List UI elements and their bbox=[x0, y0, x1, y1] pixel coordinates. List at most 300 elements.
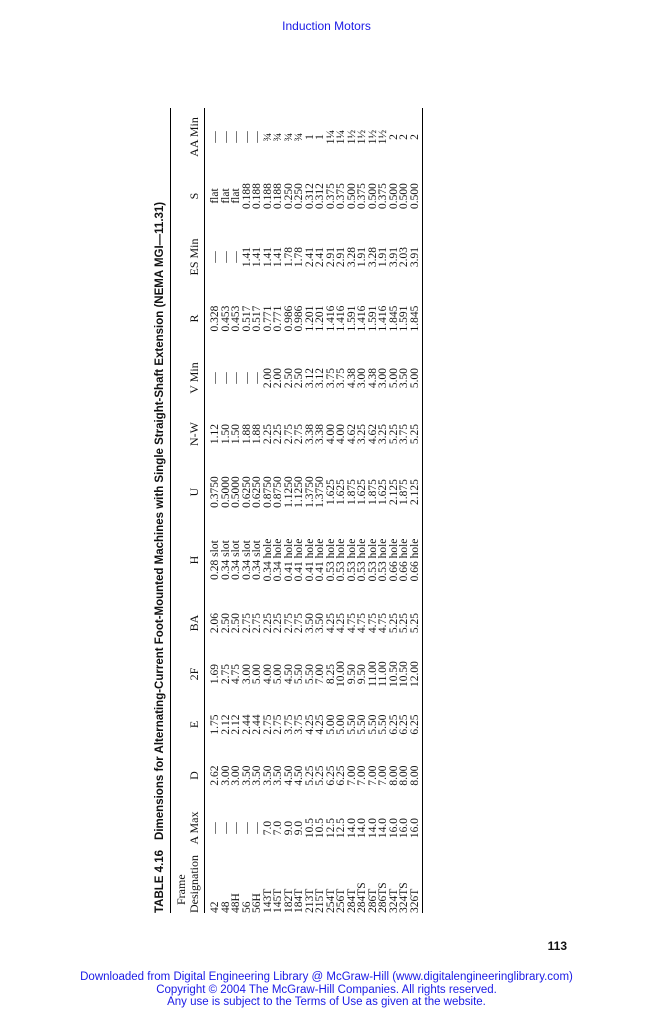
table-cell: 3.00 bbox=[356, 367, 368, 389]
table-cell: 1.625 bbox=[335, 479, 347, 505]
table-cell: 7.00 bbox=[356, 765, 368, 786]
table-cell: 0.312 bbox=[314, 183, 326, 209]
table-cell: flat bbox=[209, 188, 221, 204]
table-cell: 2.75 bbox=[219, 663, 232, 685]
table-cell: 0.41 hole bbox=[282, 538, 295, 582]
table-cell: 1.88 bbox=[251, 423, 263, 445]
table-cell: 1.91 bbox=[377, 246, 389, 268]
table-cell: 1.416 bbox=[324, 305, 337, 332]
col-header-frame: Frame Designation bbox=[174, 855, 201, 913]
table-cell: 0.66 hole bbox=[398, 538, 410, 582]
table-cell: — bbox=[209, 822, 221, 834]
table-cell: 0.312 bbox=[303, 183, 316, 209]
table-row bbox=[410, 108, 423, 913]
table-cell: 1.201 bbox=[303, 305, 316, 332]
table-cell: 2.25 bbox=[272, 612, 284, 634]
table-cell: 2.06 bbox=[209, 612, 221, 634]
table-cell: 1.78 bbox=[282, 246, 295, 268]
table-cell: 215T bbox=[314, 888, 326, 913]
table-cell: 4.75 bbox=[356, 612, 368, 634]
table-cell: 2.12 bbox=[219, 714, 232, 735]
table-cell: 0.453 bbox=[219, 305, 232, 332]
table-cell: 2.00 bbox=[272, 367, 284, 389]
table-cell: 1.41 bbox=[261, 246, 274, 268]
table-cell: 5.25 bbox=[408, 612, 421, 634]
table-cell: 0.8750 bbox=[261, 476, 274, 508]
table-cell: 284TS bbox=[356, 882, 368, 913]
table-cell: 3.50 bbox=[314, 612, 326, 634]
table-cell: 284T bbox=[345, 888, 358, 913]
col-header-2f: 2F bbox=[187, 667, 201, 681]
table-cell: 1.875 bbox=[398, 479, 410, 505]
table-cell: 0.375 bbox=[377, 183, 389, 209]
table-cell: 12.00 bbox=[408, 661, 421, 687]
table-cell: 3.50 bbox=[398, 367, 410, 389]
table-cell: 0.188 bbox=[272, 183, 284, 209]
table-cell: ¾ bbox=[282, 132, 295, 142]
table-cell: 0.517 bbox=[251, 305, 263, 332]
table-cell: 0.375 bbox=[324, 183, 337, 209]
table-cell: 3.38 bbox=[314, 423, 326, 445]
table-cell: 1 bbox=[314, 134, 326, 140]
table-cell: 1.845 bbox=[408, 305, 421, 332]
table-cell: 7.0 bbox=[272, 820, 284, 836]
table-cell: 3.50 bbox=[240, 765, 253, 786]
table-cell: 1.50 bbox=[230, 423, 242, 445]
table-cell: 0.3750 bbox=[209, 476, 221, 508]
table-cell: — bbox=[209, 251, 221, 263]
table-row bbox=[347, 108, 358, 913]
table-cell: 2.75 bbox=[282, 423, 295, 445]
footer-line-copyright: Copyright © 2004 The McGraw-Hill Companies. All rights reserved. bbox=[156, 983, 497, 996]
table-cell: — bbox=[209, 372, 221, 384]
footer-line-terms: Any use is subject to the Terms of Use as given at the website. bbox=[167, 996, 486, 1008]
table-cell: 3.75 bbox=[398, 423, 410, 445]
table-cell: 1.625 bbox=[324, 479, 337, 505]
table-cell: 6.25 bbox=[335, 765, 347, 786]
table-cell: 0.6250 bbox=[240, 476, 253, 508]
table-cell: 14.0 bbox=[366, 817, 379, 839]
table-caption bbox=[150, 108, 170, 913]
table-cell: 324T bbox=[387, 888, 400, 913]
table-cell: ¾ bbox=[293, 132, 305, 142]
table-cell: 4.75 bbox=[230, 663, 242, 685]
table-cell: 2.41 bbox=[303, 246, 316, 268]
table-cell: 0.53 hole bbox=[324, 538, 337, 582]
table-cell: 1.41 bbox=[251, 246, 263, 268]
table-header-row bbox=[171, 108, 205, 913]
table-cell: 56H bbox=[251, 893, 263, 913]
table-cell: 0.34 slot bbox=[240, 540, 253, 580]
table-row bbox=[231, 108, 242, 913]
table-cell: 1.416 bbox=[356, 305, 368, 332]
table-cell: 2 bbox=[398, 134, 410, 140]
table-cell: 7.00 bbox=[366, 765, 379, 786]
table-cell: 3.00 bbox=[230, 765, 242, 786]
table-cell: 42 bbox=[209, 901, 221, 913]
table-cell: 1.41 bbox=[240, 246, 253, 268]
table-cell: 0.375 bbox=[356, 183, 368, 209]
table-cell: 0.517 bbox=[240, 305, 253, 332]
table-cell: 16.0 bbox=[408, 817, 421, 839]
table-cell: 10.00 bbox=[335, 661, 347, 687]
table-cell: 0.34 slot bbox=[251, 540, 263, 580]
table-cell: 5.25 bbox=[387, 423, 400, 445]
table-cell: 4.00 bbox=[261, 663, 274, 685]
table-cell: 5.50 bbox=[356, 714, 368, 735]
table-cell: 1.3750 bbox=[314, 476, 326, 508]
table-cell: 3.50 bbox=[272, 765, 284, 786]
table-cell: 0.53 hole bbox=[345, 538, 358, 582]
col-header-n-w: N-W bbox=[187, 422, 201, 446]
table-cell: 0.66 hole bbox=[408, 538, 421, 582]
table-cell: 3.25 bbox=[356, 423, 368, 445]
table-cell: 4.25 bbox=[335, 612, 347, 634]
table-cell: 11.00 bbox=[366, 661, 379, 687]
table-cell: 5.25 bbox=[314, 765, 326, 786]
col-header-e: E bbox=[187, 720, 201, 729]
table-cell: 1.75 bbox=[209, 714, 221, 735]
table-cell: 3.12 bbox=[314, 367, 326, 389]
table-cell: 0.53 hole bbox=[366, 538, 379, 582]
table-cell: 5.00 bbox=[408, 367, 421, 389]
table-cell: 286TS bbox=[377, 882, 389, 913]
table-row bbox=[205, 108, 221, 913]
col-header-u: U bbox=[187, 487, 201, 497]
table-cell: — bbox=[219, 251, 232, 263]
table-cell: 1.69 bbox=[209, 663, 221, 685]
rotated-table-container bbox=[150, 108, 544, 913]
table-cell: 0.500 bbox=[398, 183, 410, 209]
col-header-a-max: A Max bbox=[187, 811, 201, 845]
table-cell: 184T bbox=[293, 888, 305, 913]
table-cell: 2.75 bbox=[261, 714, 274, 735]
table-cell: 1.12 bbox=[209, 423, 221, 445]
table-cell: 1.875 bbox=[366, 479, 379, 505]
table-cell: 1.416 bbox=[335, 305, 347, 332]
table-cell: 4.75 bbox=[377, 612, 389, 634]
table-cell: 4.38 bbox=[366, 367, 379, 389]
table-cell: 1.88 bbox=[240, 423, 253, 445]
table-cell: 5.50 bbox=[303, 663, 316, 685]
table-cell: 1.1250 bbox=[282, 476, 295, 508]
table-cell: 2.75 bbox=[272, 714, 284, 735]
table-cell: 2.41 bbox=[314, 246, 326, 268]
table-cell: 0.188 bbox=[251, 183, 263, 209]
table-cell: flat bbox=[230, 188, 242, 204]
table-cell: 0.500 bbox=[366, 183, 379, 209]
table-cell: 0.66 hole bbox=[387, 538, 400, 582]
table-cell: flat bbox=[219, 188, 232, 204]
table-cell: 3.50 bbox=[251, 765, 263, 786]
table-cell: 3.00 bbox=[240, 663, 253, 685]
table-cell: 48H bbox=[230, 893, 242, 913]
table-cell: 3.28 bbox=[366, 246, 379, 268]
table-cell: 1.201 bbox=[314, 305, 326, 332]
table-cell: 0.188 bbox=[261, 183, 274, 209]
table-cell: — bbox=[251, 372, 263, 384]
table-cell: 4.38 bbox=[345, 367, 358, 389]
table-cell: — bbox=[240, 131, 253, 143]
table-cell: 1½ bbox=[366, 129, 379, 145]
table-cell: 0.250 bbox=[293, 183, 305, 209]
table-cell: 3.75 bbox=[324, 367, 337, 389]
table-cell: 4.50 bbox=[282, 663, 295, 685]
table-row bbox=[336, 108, 347, 913]
table-body bbox=[205, 108, 423, 913]
table-cell: 8.25 bbox=[324, 663, 337, 685]
table-cell: 5.25 bbox=[408, 423, 421, 445]
table-cell: 8.00 bbox=[398, 765, 410, 786]
table-cell: ¾ bbox=[272, 132, 284, 142]
table-cell: 1½ bbox=[377, 129, 389, 145]
table-row bbox=[315, 108, 326, 913]
table-cell: 0.500 bbox=[408, 183, 421, 209]
table-cell: 3.50 bbox=[261, 765, 274, 786]
table-cell: 5.25 bbox=[398, 612, 410, 634]
table-cell: 1.1250 bbox=[293, 476, 305, 508]
table-cell: 9.0 bbox=[293, 820, 305, 836]
table-cell: 0.250 bbox=[282, 183, 295, 209]
table-cell: 2.62 bbox=[209, 765, 221, 786]
table-cell: 0.771 bbox=[261, 305, 274, 332]
table-number: TABLE 4.16 bbox=[154, 849, 166, 913]
table-cell: 0.375 bbox=[335, 183, 347, 209]
col-header-d: D bbox=[187, 771, 201, 780]
table-cell: 5.50 bbox=[293, 663, 305, 685]
download-footer bbox=[0, 971, 653, 1009]
table-cell: 5.50 bbox=[345, 714, 358, 735]
table-cell: 4.50 bbox=[293, 765, 305, 786]
col-header-r: R bbox=[187, 314, 201, 323]
col-header-s: S bbox=[187, 192, 201, 200]
table-cell: 3.91 bbox=[387, 246, 400, 268]
table-cell: 3.38 bbox=[303, 423, 316, 445]
table-cell: 2.00 bbox=[261, 367, 274, 389]
table-cell: 0.771 bbox=[272, 305, 284, 332]
table-cell: 0.5000 bbox=[219, 476, 232, 508]
table-cell: 0.328 bbox=[209, 305, 221, 332]
table-cell: 1.875 bbox=[345, 479, 358, 505]
running-header bbox=[0, 19, 653, 33]
table-cell: 1.591 bbox=[398, 305, 410, 332]
table-cell: — bbox=[240, 372, 253, 384]
table-cell: 1¼ bbox=[335, 129, 347, 145]
table-cell: 3.91 bbox=[408, 246, 421, 268]
table-cell: 3.00 bbox=[219, 765, 232, 786]
table-cell: 286T bbox=[366, 888, 379, 913]
table-cell: 1½ bbox=[356, 129, 368, 145]
col-header-es-min: ES Min bbox=[187, 238, 201, 276]
col-header-ba: BA bbox=[187, 614, 201, 632]
table-cell: — bbox=[219, 822, 232, 834]
table-cell: 2.50 bbox=[293, 367, 305, 389]
table-cell: 2.12 bbox=[230, 714, 242, 735]
table-cell: 2.75 bbox=[293, 423, 305, 445]
table-cell: 10.50 bbox=[387, 661, 400, 687]
table-cell: 0.41 hole bbox=[293, 538, 305, 582]
table-cell: 3.75 bbox=[282, 714, 295, 735]
table-row bbox=[284, 108, 295, 913]
table-cell: 16.0 bbox=[387, 817, 400, 839]
table-cell: 2.25 bbox=[272, 423, 284, 445]
table-cell: 14.0 bbox=[345, 817, 358, 839]
table-cell: 3.75 bbox=[335, 367, 347, 389]
table-cell: 0.453 bbox=[230, 305, 242, 332]
table-cell: 5.00 bbox=[387, 367, 400, 389]
table-row bbox=[389, 108, 400, 913]
table-cell: 182T bbox=[282, 888, 295, 913]
table-cell: 5.00 bbox=[324, 714, 337, 735]
table-cell: 3.28 bbox=[345, 246, 358, 268]
table-cell: — bbox=[219, 131, 232, 143]
table-cell: 143T bbox=[261, 888, 274, 913]
table-cell: 48 bbox=[219, 901, 232, 913]
table-cell: 1¼ bbox=[324, 129, 337, 145]
table-cell: 0.986 bbox=[282, 305, 295, 332]
table-cell: 9.50 bbox=[356, 663, 368, 685]
table-cell: 2 bbox=[408, 134, 421, 140]
table-cell: 2.50 bbox=[282, 367, 295, 389]
table-cell: 254T bbox=[324, 888, 337, 913]
table-row bbox=[399, 108, 410, 913]
table-cell: 1.591 bbox=[345, 305, 358, 332]
table-cell: 2.75 bbox=[282, 612, 295, 634]
table-cell: 5.25 bbox=[303, 765, 316, 786]
table-cell: 10.5 bbox=[314, 817, 326, 839]
table-cell: 0.8750 bbox=[272, 476, 284, 508]
table-cell: 2.25 bbox=[261, 423, 274, 445]
table-cell: 1.416 bbox=[377, 305, 389, 332]
table-cell: 4.00 bbox=[324, 423, 337, 445]
table-cell: 1.625 bbox=[356, 479, 368, 505]
table-cell: 6.25 bbox=[387, 714, 400, 735]
table-cell: 2.44 bbox=[240, 714, 253, 735]
table-row bbox=[368, 108, 379, 913]
table-cell: 3.00 bbox=[377, 367, 389, 389]
table-cell: 0.34 hole bbox=[272, 538, 284, 582]
table-title: Dimensions for Alternating-Current Foot-Mounted Machines with Single Straight-Shaft Extension (NEMA MGI—11.31) bbox=[154, 201, 166, 840]
table-cell: 9.50 bbox=[345, 663, 358, 685]
table-row bbox=[221, 108, 232, 913]
table-cell: — bbox=[240, 822, 253, 834]
table-cell: 8.00 bbox=[408, 765, 421, 786]
table-cell: 4.00 bbox=[335, 423, 347, 445]
table-row bbox=[263, 108, 274, 913]
table-cell: — bbox=[230, 822, 242, 834]
table-cell: 0.188 bbox=[240, 183, 253, 209]
table-cell: 213T bbox=[303, 888, 316, 913]
table-cell: — bbox=[209, 131, 221, 143]
table-cell: 5.00 bbox=[272, 663, 284, 685]
table-cell: — bbox=[219, 372, 232, 384]
table-cell: 145T bbox=[272, 888, 284, 913]
table-cell: 7.00 bbox=[377, 765, 389, 786]
table-cell: 0.500 bbox=[387, 183, 400, 209]
table-cell: 0.500 bbox=[345, 183, 358, 209]
table-cell: 6.25 bbox=[398, 714, 410, 735]
table-row bbox=[242, 108, 253, 913]
table-cell: 9.0 bbox=[282, 820, 295, 836]
table-cell: 6.25 bbox=[324, 765, 337, 786]
dimensions-table bbox=[171, 108, 422, 913]
table-cell: 11.00 bbox=[377, 661, 389, 687]
table-cell: 3.25 bbox=[377, 423, 389, 445]
table-cell: 7.00 bbox=[314, 663, 326, 685]
table-cell: 4.25 bbox=[324, 612, 337, 634]
table-cell: 4.25 bbox=[303, 714, 316, 735]
table-cell: 14.0 bbox=[377, 817, 389, 839]
table-cell: 0.53 hole bbox=[356, 538, 368, 582]
table-cell: 5.00 bbox=[335, 714, 347, 735]
table-cell: 0.34 hole bbox=[261, 538, 274, 582]
table-cell: 3.75 bbox=[293, 714, 305, 735]
table-cell: 1.91 bbox=[356, 246, 368, 268]
table-cell: 1.78 bbox=[293, 246, 305, 268]
table-cell: 0.53 hole bbox=[335, 538, 347, 582]
table-cell: 2.75 bbox=[240, 612, 253, 634]
table-cell: 1.41 bbox=[272, 246, 284, 268]
table-cell: 2.25 bbox=[261, 612, 274, 634]
table-row bbox=[357, 108, 368, 913]
table-cell: 3.50 bbox=[303, 612, 316, 634]
table-cell: 10.50 bbox=[398, 661, 410, 687]
table-cell: 5.50 bbox=[366, 714, 379, 735]
table-cell: — bbox=[230, 372, 242, 384]
table-cell: 4.62 bbox=[345, 423, 358, 445]
table-cell: — bbox=[251, 131, 263, 143]
table-cell: 56 bbox=[240, 901, 253, 913]
table-cell: 8.00 bbox=[387, 765, 400, 786]
table-cell: 4.62 bbox=[366, 423, 379, 445]
col-header-aa-min: AA Min bbox=[187, 117, 201, 157]
table-cell: 2 bbox=[387, 134, 400, 140]
table-cell: 5.00 bbox=[251, 663, 263, 685]
table-cell: 2.75 bbox=[293, 612, 305, 634]
table-cell: 4.50 bbox=[282, 765, 295, 786]
table-cell: 0.53 hole bbox=[377, 538, 389, 582]
table-cell: — bbox=[230, 131, 242, 143]
table-cell: 4.25 bbox=[314, 714, 326, 735]
table-cell: 0.34 slot bbox=[230, 540, 242, 580]
table-cell: 0.6250 bbox=[251, 476, 263, 508]
table-cell: 4.75 bbox=[345, 612, 358, 634]
page-number: 113 bbox=[547, 939, 567, 953]
table-cell: 1.845 bbox=[387, 305, 400, 332]
table-cell: 1 bbox=[303, 134, 316, 140]
col-header-h: H bbox=[187, 555, 201, 565]
table-cell: 10.5 bbox=[303, 817, 316, 839]
table-cell: ¾ bbox=[261, 132, 274, 142]
table-cell: 2.91 bbox=[335, 246, 347, 268]
table-cell: 14.0 bbox=[356, 817, 368, 839]
table-cell: 2.91 bbox=[324, 246, 337, 268]
table-cell: 4.75 bbox=[366, 612, 379, 634]
table-cell: — bbox=[251, 822, 263, 834]
table-cell: 1.50 bbox=[219, 423, 232, 445]
table-cell: 3.12 bbox=[303, 367, 316, 389]
table-cell: 1½ bbox=[345, 129, 358, 145]
footer-line-download[interactable]: Downloaded from Digital Engineering Library @ McGraw-Hill (www.digitalengineeringlibrary.com) bbox=[80, 971, 573, 983]
table-row bbox=[252, 108, 263, 913]
table-cell: 256T bbox=[335, 888, 347, 913]
table-row bbox=[305, 108, 316, 913]
table-cell: 2.03 bbox=[398, 246, 410, 268]
table-cell: 0.41 hole bbox=[303, 538, 316, 582]
table-cell: 2.75 bbox=[251, 612, 263, 634]
table-cell: 5.50 bbox=[377, 714, 389, 735]
table-cell: 6.25 bbox=[408, 714, 421, 735]
